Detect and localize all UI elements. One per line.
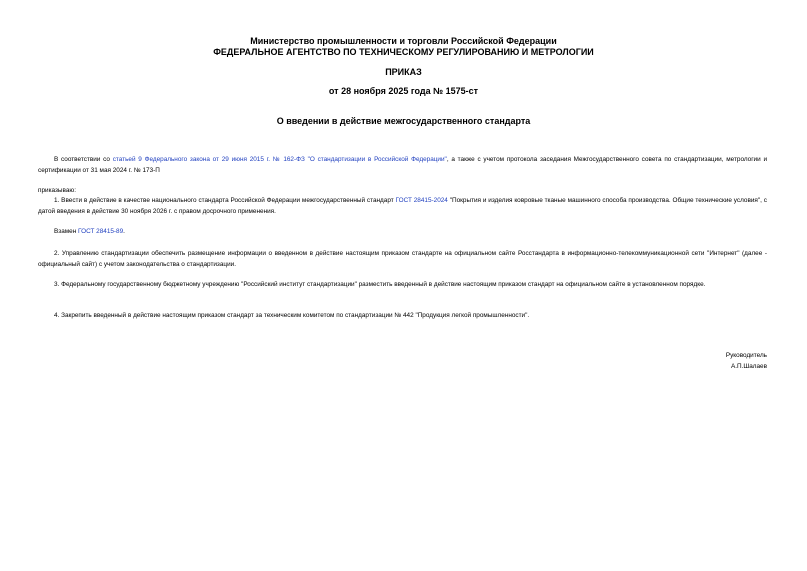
item-1-tail: "Покрытия и изделия ковровые тканые машинного способа производства. Общие технические условия", с датой введения в действие 30 ноября 2026 г. с правом досрочного применения. [38,197,767,215]
replaces-lead: Взамен [54,228,78,235]
ministry-heading: Министерство промышленности и торговли Российской Федерации [250,36,557,46]
item-4-paragraph: 4. Закрепить введенный в действие настоящим приказом стандарт за техническим комитетом по стандартизации № 442 "Продукция легкой промышленности". [54,312,530,319]
signature-name: А.П.Шалаев [730,363,767,370]
item-3-paragraph: 3. Федеральному государственному бюджетному учреждению "Российский институт стандартизации" разместить введенный в действие настоящим приказом стандарт на официальном сайте в установленном порядке. [54,281,706,288]
preamble-tail: , а также с учетом протокола заседания Межгосударственного совета по стандартизации, метрологии и сертификации от 31 мая 2024 г. № 173-П [38,156,768,174]
preamble-lead: В соответствии со [54,156,113,163]
document-subject: О введении в действие межгосударственного стандарта [276,116,531,126]
order-word: приказываю: [38,187,76,194]
document-date-number: от 28 ноября 2025 года № 1575-ст [328,86,479,96]
signature-title: Руководитель [725,352,767,359]
gost-28415-2024-link[interactable]: ГОСТ 28415-2024 [395,197,448,204]
preamble-paragraph [38,155,767,176]
item-1-paragraph [38,196,767,217]
item-2-paragraph: 2. Управлению стандартизации обеспечить размещение информации о введенном в действие настоящим приказом стандарте на официальном сайте Росстандарта в информационно-телекоммуникационной сети "Интернет" (далее - официальный сайт) с учетом законодательства о стандартизации. [38,250,767,268]
gost-28415-89-link[interactable]: ГОСТ 28415-89 [78,228,124,235]
replaces-paragraph [38,227,767,238]
replaces-tail: . [123,228,125,235]
agency-heading: ФЕДЕРАЛЬНОЕ АГЕНТСТВО ПО ТЕХНИЧЕСКОМУ РЕГУЛИРОВАНИЮ И МЕТРОЛОГИИ [213,47,594,57]
document-type: ПРИКАЗ [385,67,422,77]
item-1-lead: 1. Ввести в действие в качестве национального стандарта Российской Федерации межгосударственный стандарт [54,197,396,204]
federal-law-link[interactable]: статьей 9 Федерального закона от 29 июня 2015 г. № 162-ФЗ "О стандартизации в Российской Федерации" [112,156,447,163]
